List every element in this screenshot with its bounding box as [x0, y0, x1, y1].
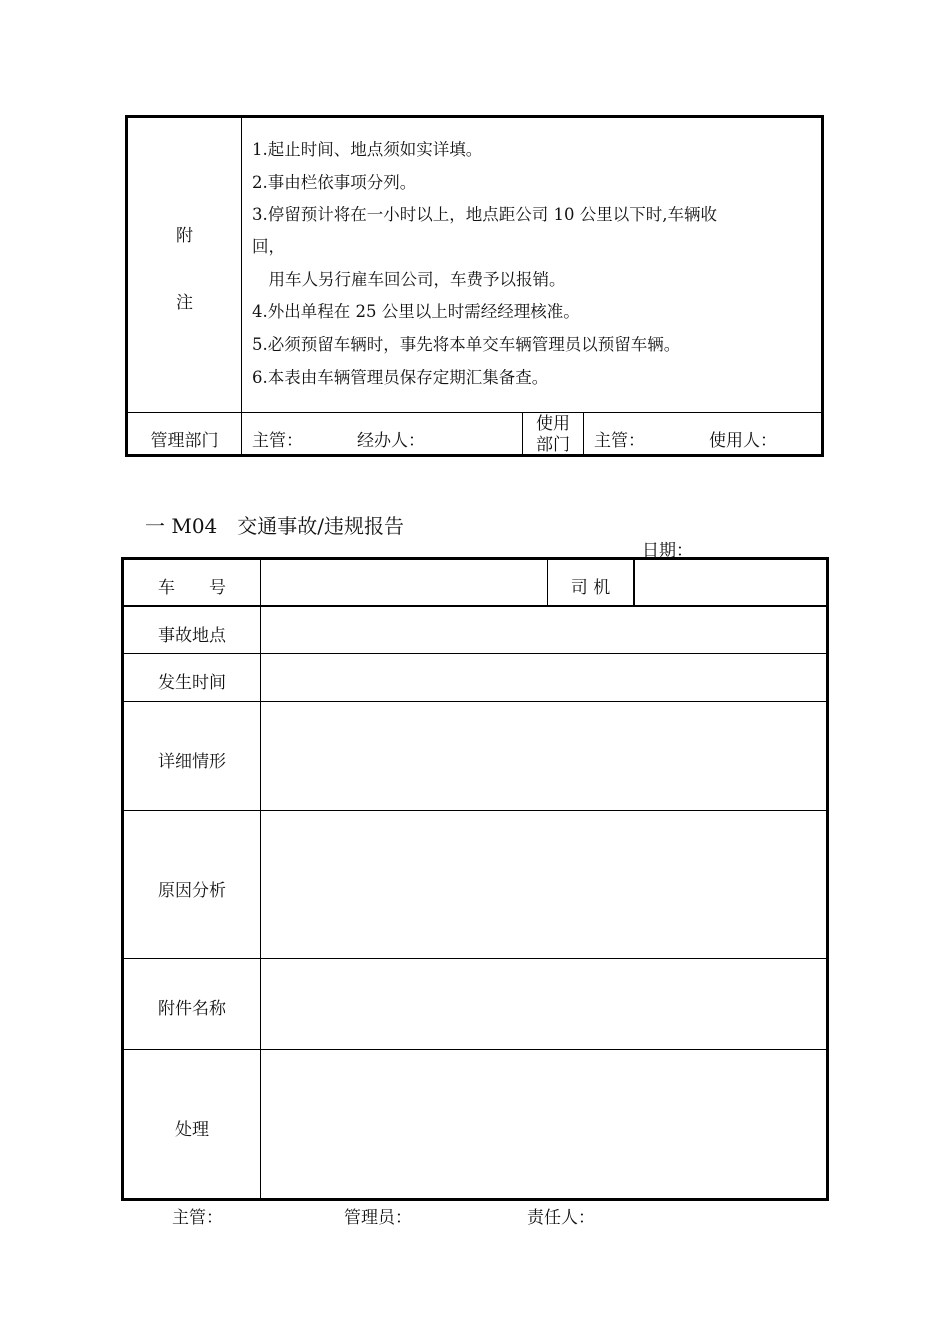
- attachments-field[interactable]: [261, 959, 826, 1049]
- driver-field[interactable]: [635, 560, 826, 605]
- using-dept-label: [523, 414, 583, 456]
- using-dept-line-1: 使用: [536, 414, 570, 434]
- using-dept-line-2: 部门: [536, 435, 570, 455]
- handling-field[interactable]: [261, 1050, 826, 1198]
- note-line: 5.必须预留车辆时，事先将本单交车辆管理员以预留车辆。: [252, 335, 681, 354]
- notes-table: [125, 115, 824, 457]
- notes-divider: [241, 118, 242, 454]
- handler-label: 经办人：: [357, 431, 425, 451]
- report-table: [121, 557, 829, 1201]
- cause-label: 原因分析: [158, 881, 226, 901]
- notes-footer-divider: [128, 412, 821, 413]
- location-label: 事故地点: [158, 626, 226, 646]
- handling-label: 处理: [175, 1120, 209, 1140]
- note-line: 2.事由栏依事项分列。: [252, 173, 417, 192]
- sig-responsible: 责任人：: [527, 1208, 595, 1228]
- date-label: 日期：: [642, 541, 693, 561]
- user-label: 使用人：: [709, 431, 777, 451]
- supervisor-label: 主管：: [252, 431, 303, 451]
- location-field[interactable]: [261, 607, 826, 653]
- time-label: 发生时间: [158, 673, 226, 693]
- sig-administrator: 管理员：: [344, 1208, 412, 1228]
- mgmt-dept-label: 管理部门: [150, 431, 219, 451]
- footer-divider-b: [583, 412, 584, 454]
- note-line: 1.起止时间、地点须如实详填。: [252, 140, 483, 159]
- supervisor-label: 主管：: [594, 431, 645, 451]
- side-label-attach: 附: [176, 226, 193, 246]
- note-line: 4.外出单程在 25 公里以上时需经经理核准。: [252, 302, 580, 321]
- car-number-label: 车 号: [158, 578, 226, 598]
- details-field[interactable]: [261, 702, 826, 810]
- attachments-label: 附件名称: [158, 999, 226, 1019]
- note-line: 用车人另行雇车回公司，车费予以报销。: [252, 270, 566, 289]
- time-field[interactable]: [261, 654, 826, 701]
- cause-field[interactable]: [261, 811, 826, 958]
- report-title: 一 M04 交通事故/违规报告: [145, 514, 405, 538]
- note-line: 6.本表由车辆管理员保存定期汇集备查。: [252, 368, 549, 387]
- sig-supervisor: 主管：: [172, 1208, 223, 1228]
- car-number-field[interactable]: [261, 560, 547, 605]
- details-label: 详细情形: [158, 752, 226, 772]
- side-label-note: 注: [176, 293, 193, 313]
- driver-label: 司 机: [570, 578, 611, 598]
- note-line: 回，: [252, 237, 285, 256]
- note-line: 3.停留预计将在一小时以上，地点距公司 10 公里以下时,车辆收: [252, 205, 717, 224]
